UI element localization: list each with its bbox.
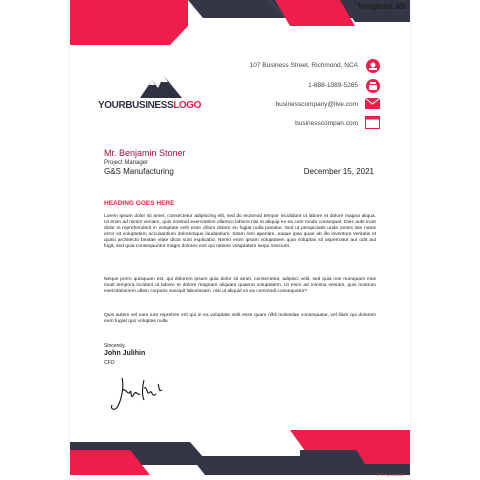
bottom-decor [70, 430, 410, 480]
signer-name: John Julihin [104, 350, 146, 357]
body-paragraph-1: Lorem ipsum dolor sit amet, consectetur adipiscing elit, sed do eiusmod tempor incididunt ut labore et dolore magna aliqua. Ut enim ad minim veniam, quis nostrud exercitation ullamco laboris nisi ut aliquip ex ea com modo consequat. Duis aute irure dolor in reprehenderit in voluptate velit esse cillum dolore eu fugiat nulla pariatur. Sed ut perspiciatis unde omnis iste natus error sit voluptatem accusantium doloremque laudantium, totam rem aperiam, eaque ipsa quae ab illo inventore veritatis et quasi architecto beatae vitae dicta sunt explicabo. Nemo enim ipsam voluptatem quia voluptas sit aspernatur aut odit aut fugit, sed quia consequuntur magni dolores eos qui ratione voluptatem sequi nesciunt. [104, 214, 376, 250]
brand-watermark: TemplateLAB [357, 2, 406, 11]
body-heading: HEADING GOES HERE [104, 200, 175, 207]
footer-note: © TemplateLAB [376, 472, 404, 477]
contact-website[interactable]: businesscompan.com [295, 120, 358, 127]
closing-salutation: Sincerely, [104, 343, 126, 349]
phone-icon [366, 79, 380, 93]
body-paragraph-3: Quis autem vel eum iure reprehen erit qui in ea voluptate velit esse quam nihil molestiae consequatur, vel illum qui dolorem eum fugiat quo voluptas nulla [104, 313, 376, 325]
recipient-title: Project Manager [104, 160, 149, 166]
recipient-name: Mr. Benjamin Stoner [104, 148, 186, 158]
contact-address: 107 Business Street, Richmond, NCA [249, 62, 358, 69]
contact-email[interactable]: businesscompany@live.com [275, 101, 358, 108]
website-icon [365, 116, 380, 129]
letterhead-page [70, 0, 410, 480]
signature-image [108, 374, 178, 414]
mail-icon [365, 98, 380, 109]
recipient-company: G&S Manufacturing [104, 167, 174, 176]
body-paragraph-2: Neque porro quisquam est, qui dolorem ipsum quia dolor sit amet, consectetur, adipisci velit, sed quia non numquam eius modi tempora incidunt ut labore et dolore magnam aliquam quaerat voluptatem. Ut enim ad minima veniam, quis nostrum exercitationem ullam corporis suscipit laboriosam, nisi ut aliquid ex ea commodi consequatur? [104, 277, 376, 295]
letter-date: December 15, 2021 [303, 167, 374, 176]
signer-title: CFO [104, 360, 115, 366]
contact-phone: 1-888-1089-5265 [308, 82, 358, 89]
mountain-logo-icon [140, 74, 182, 98]
map-pin-icon [366, 59, 380, 73]
logo-text: YOURBUSINESSLOGO [98, 100, 202, 111]
